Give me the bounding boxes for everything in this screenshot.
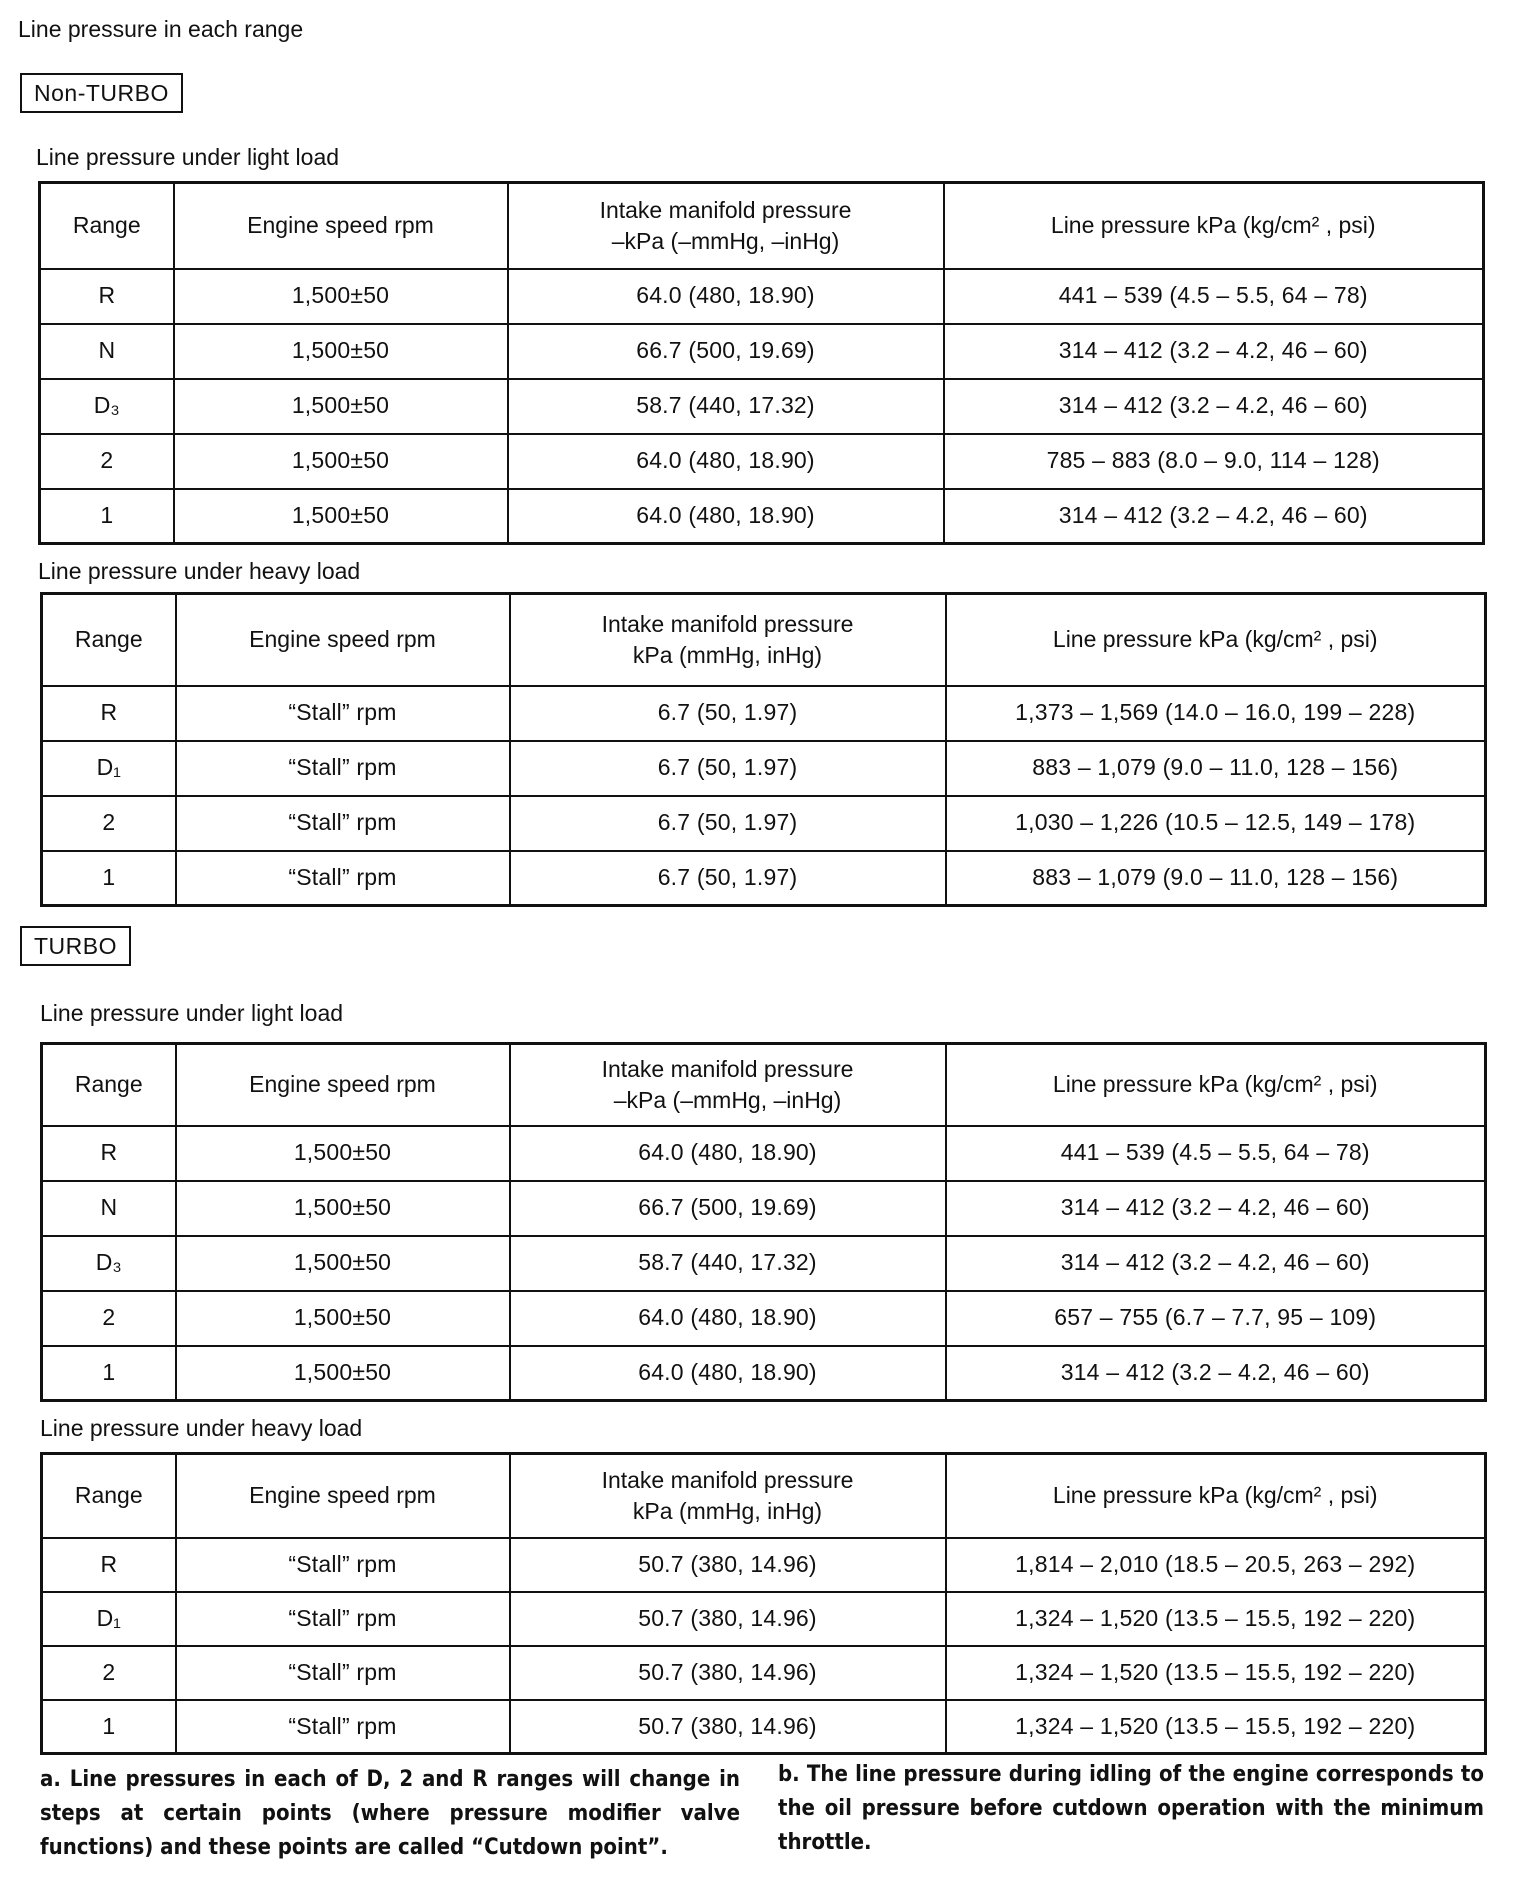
table-header-row [42,1044,1486,1126]
cell-intake-pressure: 64.0 (480, 18.90) [510,1126,946,1181]
table-row [42,1700,1486,1754]
cell-intake-pressure: 64.0 (480, 18.90) [510,1346,946,1401]
table-row [42,1538,1486,1592]
cell-intake-pressure: 50.7 (380, 14.96) [510,1646,946,1700]
table-header-row [42,594,1486,686]
section-label-non-turbo: Non-TURBO [20,73,183,113]
cell-range: D₃ [40,379,174,434]
cell-range: N [40,324,174,379]
line-pressure-table-turbo-light [40,1042,1487,1402]
cell-intake-pressure: 6.7 (50, 1.97) [510,796,946,851]
cell-intake-pressure: 64.0 (480, 18.90) [508,489,944,544]
cell-engine-speed: “Stall” rpm [176,741,510,796]
header-line-pressure: Line pressure kPa (kg/cm² , psi) [946,1044,1486,1126]
footnote-a: a. Line pressures in each of D, 2 and R ranges will change in steps at certain points (where pressure modifier valve functions) and these points are called “Cutdown point”. [40,1767,740,1861]
cell-intake-pressure: 6.7 (50, 1.97) [510,686,946,741]
cell-engine-speed: 1,500±50 [174,379,508,434]
cell-range: 1 [42,851,176,906]
cell-line-pressure: 1,814 – 2,010 (18.5 – 20.5, 263 – 292) [946,1538,1486,1592]
cell-engine-speed: “Stall” rpm [176,796,510,851]
cell-range: N [42,1181,176,1236]
table-row [42,1346,1486,1401]
header-line-pressure: Line pressure kPa (kg/cm² , psi) [946,594,1486,686]
cell-line-pressure: 1,030 – 1,226 (10.5 – 12.5, 149 – 178) [946,796,1486,851]
cell-range: R [40,269,174,324]
cell-engine-speed: 1,500±50 [176,1346,510,1401]
cell-intake-pressure: 58.7 (440, 17.32) [510,1236,946,1291]
cell-engine-speed: “Stall” rpm [176,1592,510,1646]
cell-range: 1 [42,1700,176,1754]
header-line-pressure: Line pressure kPa (kg/cm² , psi) [946,1454,1486,1538]
table-row [42,1592,1486,1646]
cell-line-pressure: 314 – 412 (3.2 – 4.2, 46 – 60) [944,379,1484,434]
cell-range: R [42,686,176,741]
cell-range: R [42,1538,176,1592]
header-engine-speed: Engine speed rpm [176,594,510,686]
table-row [40,489,1484,544]
table-row [40,324,1484,379]
cell-range: 2 [42,796,176,851]
cell-intake-pressure: 66.7 (500, 19.69) [508,324,944,379]
table-row [42,851,1486,906]
table-caption: Line pressure under light load [40,1000,344,1026]
cell-intake-pressure: 50.7 (380, 14.96) [510,1538,946,1592]
cell-line-pressure: 657 – 755 (6.7 – 7.7, 95 – 109) [946,1291,1486,1346]
cell-intake-pressure: 6.7 (50, 1.97) [510,741,946,796]
cell-engine-speed: 1,500±50 [174,434,508,489]
cell-engine-speed: 1,500±50 [174,489,508,544]
cell-range: D₁ [42,741,176,796]
cell-line-pressure: 314 – 412 (3.2 – 4.2, 46 – 60) [944,324,1484,379]
section-label-turbo: TURBO [20,926,131,966]
cell-line-pressure: 314 – 412 (3.2 – 4.2, 46 – 60) [946,1181,1486,1236]
table-row [42,796,1486,851]
line-pressure-table-nonturbo-light [38,181,1485,545]
table-row [42,1236,1486,1291]
header-intake-pressure: Intake manifold pressure kPa (mmHg, inHg) [510,1454,946,1538]
cell-engine-speed: 1,500±50 [176,1236,510,1291]
header-range: Range [42,594,176,686]
cell-intake-pressure: 50.7 (380, 14.96) [510,1700,946,1754]
header-line-pressure: Line pressure kPa (kg/cm² , psi) [944,183,1484,269]
footnote-b: b. The line pressure during idling of the engine corresponds to the oil pressure before cutdown operation with the minimum throttle. [778,1762,1484,1856]
table-row [42,1646,1486,1700]
cell-line-pressure: 1,373 – 1,569 (14.0 – 16.0, 199 – 228) [946,686,1486,741]
table-header-row [42,1454,1486,1538]
line-pressure-table-turbo-heavy [40,1452,1487,1755]
cell-intake-pressure: 64.0 (480, 18.90) [510,1291,946,1346]
table-row [42,1291,1486,1346]
cell-engine-speed: 1,500±50 [176,1291,510,1346]
cell-line-pressure: 883 – 1,079 (9.0 – 11.0, 128 – 156) [946,851,1486,906]
cell-engine-speed: “Stall” rpm [176,1538,510,1592]
cell-engine-speed: 1,500±50 [176,1126,510,1181]
cell-line-pressure: 314 – 412 (3.2 – 4.2, 46 – 60) [946,1346,1486,1401]
table-row [40,379,1484,434]
cell-engine-speed: 1,500±50 [174,269,508,324]
cell-line-pressure: 1,324 – 1,520 (13.5 – 15.5, 192 – 220) [946,1646,1486,1700]
cell-intake-pressure: 64.0 (480, 18.90) [508,434,944,489]
cell-range: 2 [40,434,174,489]
table-row [42,1126,1486,1181]
cell-intake-pressure: 58.7 (440, 17.32) [508,379,944,434]
cell-range: D₁ [42,1592,176,1646]
header-engine-speed: Engine speed rpm [176,1454,510,1538]
header-intake-pressure: Intake manifold pressure kPa (mmHg, inHg) [510,594,946,686]
table-row [42,1181,1486,1236]
cell-line-pressure: 441 – 539 (4.5 – 5.5, 64 – 78) [946,1126,1486,1181]
page-title: Line pressure in each range [18,16,304,42]
header-range: Range [42,1044,176,1126]
cell-line-pressure: 441 – 539 (4.5 – 5.5, 64 – 78) [944,269,1484,324]
header-engine-speed: Engine speed rpm [176,1044,510,1126]
table-row [40,269,1484,324]
cell-range: 2 [42,1646,176,1700]
header-intake-pressure: Intake manifold pressure –kPa (–mmHg, –inHg) [510,1044,946,1126]
cell-intake-pressure: 6.7 (50, 1.97) [510,851,946,906]
cell-engine-speed: “Stall” rpm [176,1646,510,1700]
cell-engine-speed: 1,500±50 [176,1181,510,1236]
cell-line-pressure: 314 – 412 (3.2 – 4.2, 46 – 60) [944,489,1484,544]
cell-engine-speed: “Stall” rpm [176,851,510,906]
table-caption: Line pressure under heavy load [40,1415,363,1441]
cell-line-pressure: 883 – 1,079 (9.0 – 11.0, 128 – 156) [946,741,1486,796]
header-range: Range [42,1454,176,1538]
table-caption: Line pressure under heavy load [38,558,361,584]
cell-line-pressure: 1,324 – 1,520 (13.5 – 15.5, 192 – 220) [946,1592,1486,1646]
table-row [42,686,1486,741]
cell-line-pressure: 314 – 412 (3.2 – 4.2, 46 – 60) [946,1236,1486,1291]
table-row [40,434,1484,489]
cell-range: D₃ [42,1236,176,1291]
cell-range: 2 [42,1291,176,1346]
header-range: Range [40,183,174,269]
cell-line-pressure: 1,324 – 1,520 (13.5 – 15.5, 192 – 220) [946,1700,1486,1754]
cell-line-pressure: 785 – 883 (8.0 – 9.0, 114 – 128) [944,434,1484,489]
table-caption: Line pressure under light load [36,144,340,170]
cell-range: R [42,1126,176,1181]
cell-range: 1 [40,489,174,544]
table-header-row [40,183,1484,269]
table-row [42,741,1486,796]
header-intake-pressure: Intake manifold pressure –kPa (–mmHg, –inHg) [508,183,944,269]
cell-engine-speed: “Stall” rpm [176,686,510,741]
cell-engine-speed: “Stall” rpm [176,1700,510,1754]
cell-intake-pressure: 64.0 (480, 18.90) [508,269,944,324]
header-engine-speed: Engine speed rpm [174,183,508,269]
cell-intake-pressure: 50.7 (380, 14.96) [510,1592,946,1646]
cell-engine-speed: 1,500±50 [174,324,508,379]
cell-range: 1 [42,1346,176,1401]
line-pressure-table-nonturbo-heavy [40,592,1487,907]
cell-intake-pressure: 66.7 (500, 19.69) [510,1181,946,1236]
